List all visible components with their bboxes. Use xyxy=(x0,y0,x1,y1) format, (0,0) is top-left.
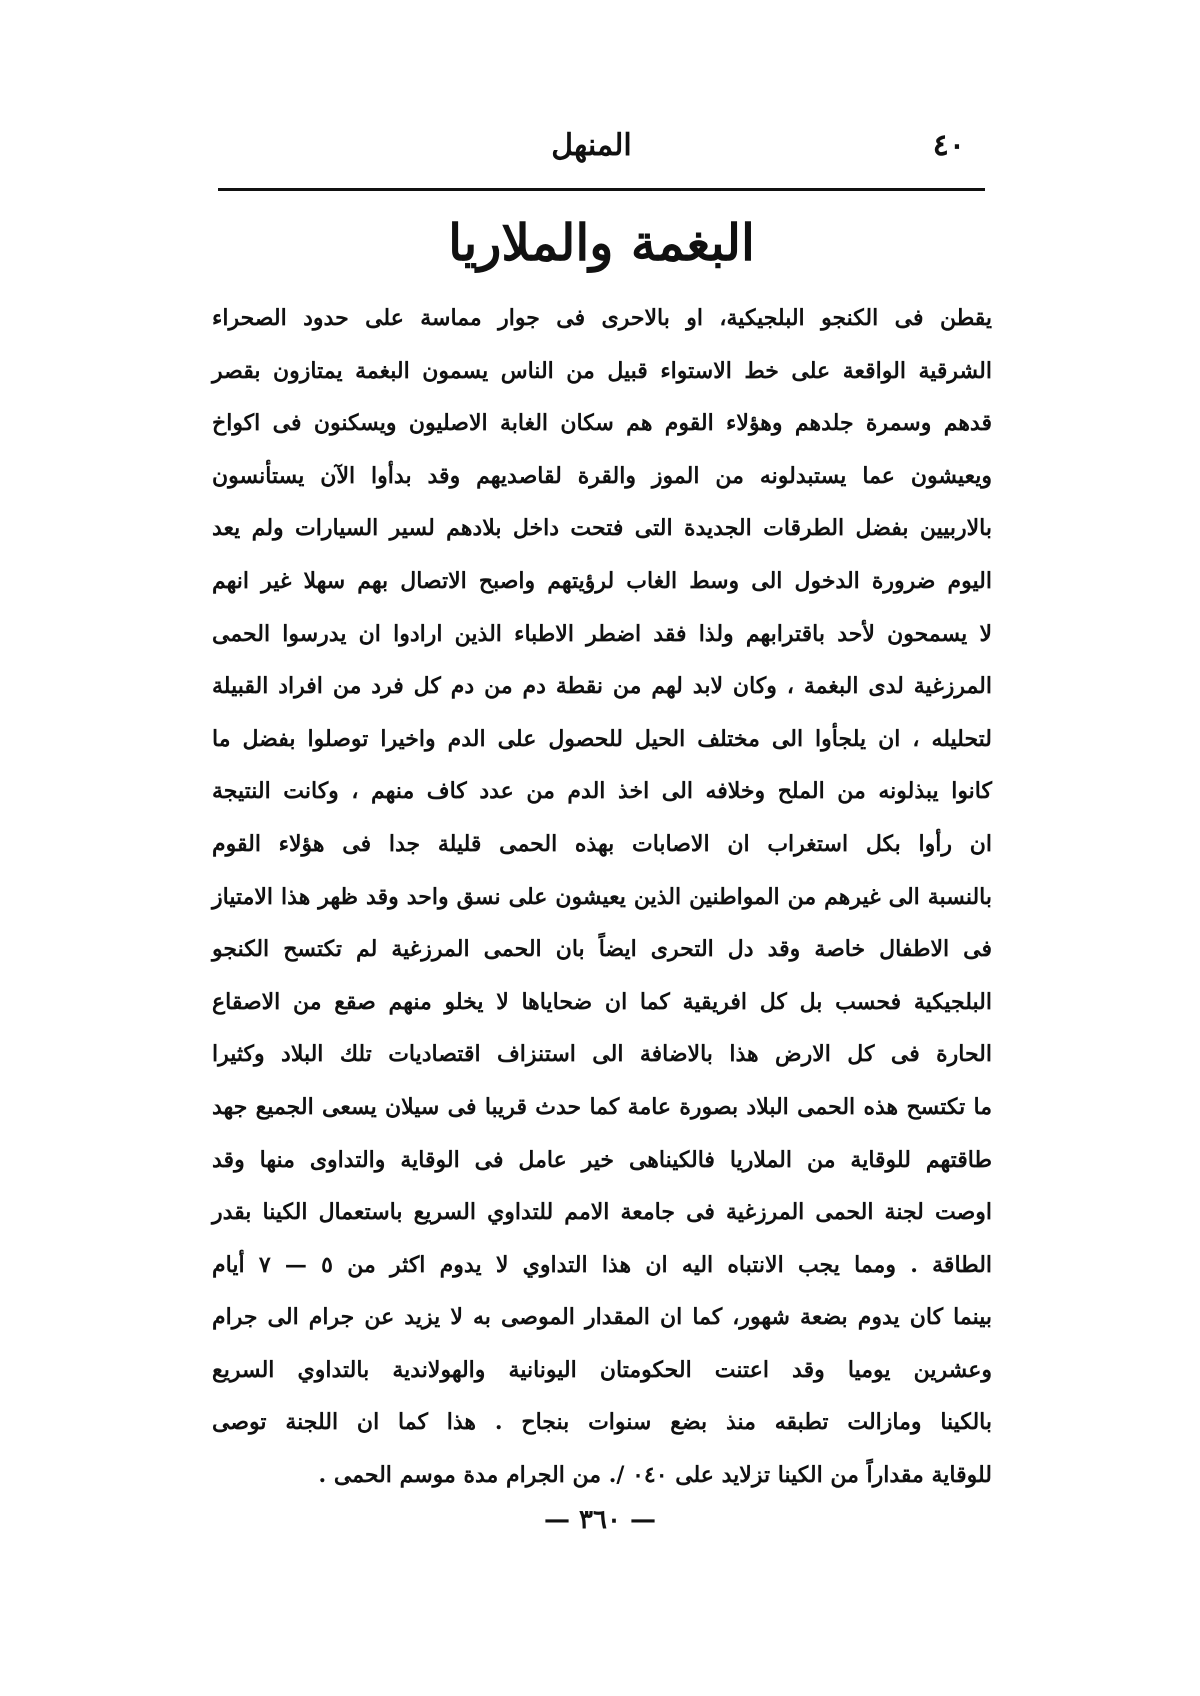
text-line: بينما كان يدوم بضعة شهور، كما ان المقدار الموصى به لا يزيد عن جرام الى جرام xyxy=(212,1304,992,1331)
article-body xyxy=(212,292,992,1502)
journal-name: المنهل xyxy=(551,128,632,163)
text-line: قدهم وسمرة جلدهم وهؤلاء القوم هم سكان الغابة الاصليون ويسكنون فى اكواخ xyxy=(212,410,992,437)
text-line: الشرقية الواقعة على خط الاستواء قبيل من الناس يسمون البغمة يمتازون بقصر xyxy=(212,357,992,384)
text-line: كانوا يبذلونه من الملح وخلافه الى اخذ الدم من عدد كاف منهم ، وكانت النتيجة xyxy=(212,778,992,805)
text-line: فى الاطفال خاصة وقد دل التحرى ايضاً بان الحمى المرزغية لم تكتسح الكنجو xyxy=(212,936,992,963)
text-line: بالنسبة الى غيرهم من المواطنين الذين يعيشون على نسق واحد وقد ظهر هذا الامتياز xyxy=(212,883,992,910)
text-line: للوقاية مقداراً من الكينا تزلايد على ٠٤٠ /. من الجرام مدة موسم الحمى . xyxy=(318,1462,992,1489)
text-line: لتحليله ، ان يلجأوا الى مختلف الحيل للحصول على الدم واخيرا توصلوا بفضل ما xyxy=(212,725,992,752)
text-line: وعشرين يوميا وقد اعتنت الحكومتان اليونانية والهولاندية بالتداوي السريع xyxy=(212,1356,992,1383)
text-line: لا يسمحون لأحد باقترابهم ولذا فقد اضطر الاطباء الذين ارادوا ان يدرسوا الحمى xyxy=(212,620,992,647)
text-line: ما تكتسح هذه الحمى البلاد بصورة عامة كما حدث قريبا فى سيلان يسعى الجميع جهد xyxy=(212,1093,992,1120)
text-line: طاقتهم للوقاية من الملاريا فالكيناهى خير عامل فى الوقاية والتداوى منها وقد xyxy=(212,1146,992,1173)
text-line: البلجيكية فحسب بل كل افريقية كما ان ضحاياها لا يخلو منهم صقع من الاصقاع xyxy=(212,988,992,1015)
text-line: اليوم ضرورة الدخول الى وسط الغاب لرؤيتهم واصبح الاتصال بهم سهلا غير انهم xyxy=(212,567,992,594)
header-divider xyxy=(218,188,985,191)
running-header xyxy=(218,128,965,178)
text-line: بالاربيين بفضل الطرقات الجديدة التى فتحت داخل بلادهم لسير السيارات ولم يعد xyxy=(212,515,992,542)
text-line: ويعيشون عما يستبدلونه من الموز والقرة لقاصديهم وقد بدأوا الآن يستأنسون xyxy=(212,462,992,489)
text-line: الطاقة . ومما يجب الانتباه اليه ان هذا التداوي لا يدوم اكثر من ٥ — ٧ أيام xyxy=(212,1251,993,1278)
text-line: اوصت لجنة الحمى المرزغية فى جامعة الامم للتداوي السريع باستعمال الكينا بقدر xyxy=(212,1199,992,1226)
article-title: البغمة والملاريا xyxy=(448,213,755,272)
page-footer-number: — ٣٦٠ — xyxy=(543,1505,657,1535)
text-line: بالكينا ومازالت تطبقه منذ بضع سنوات بنجاح . هذا كما ان اللجنة توصى xyxy=(212,1409,992,1436)
text-line: ان رأوا بكل استغراب ان الاصابات بهذه الحمى قليلة جدا فى هؤلاء القوم xyxy=(212,830,992,857)
text-line: المرزغية لدى البغمة ، وكان لابد لهم من نقطة دم من دم كل فرد من افراد القبيلة xyxy=(212,673,992,700)
page-number: ٤٠ xyxy=(932,128,965,163)
text-line: يقطن فى الكنجو البلجيكية، او بالاحرى فى جوار مماسة على حدود الصحراء xyxy=(212,305,992,331)
text-line: الحارة فى كل الارض هذا بالاضافة الى استنزاف اقتصاديات تلك البلاد وكثيرا xyxy=(212,1041,992,1068)
